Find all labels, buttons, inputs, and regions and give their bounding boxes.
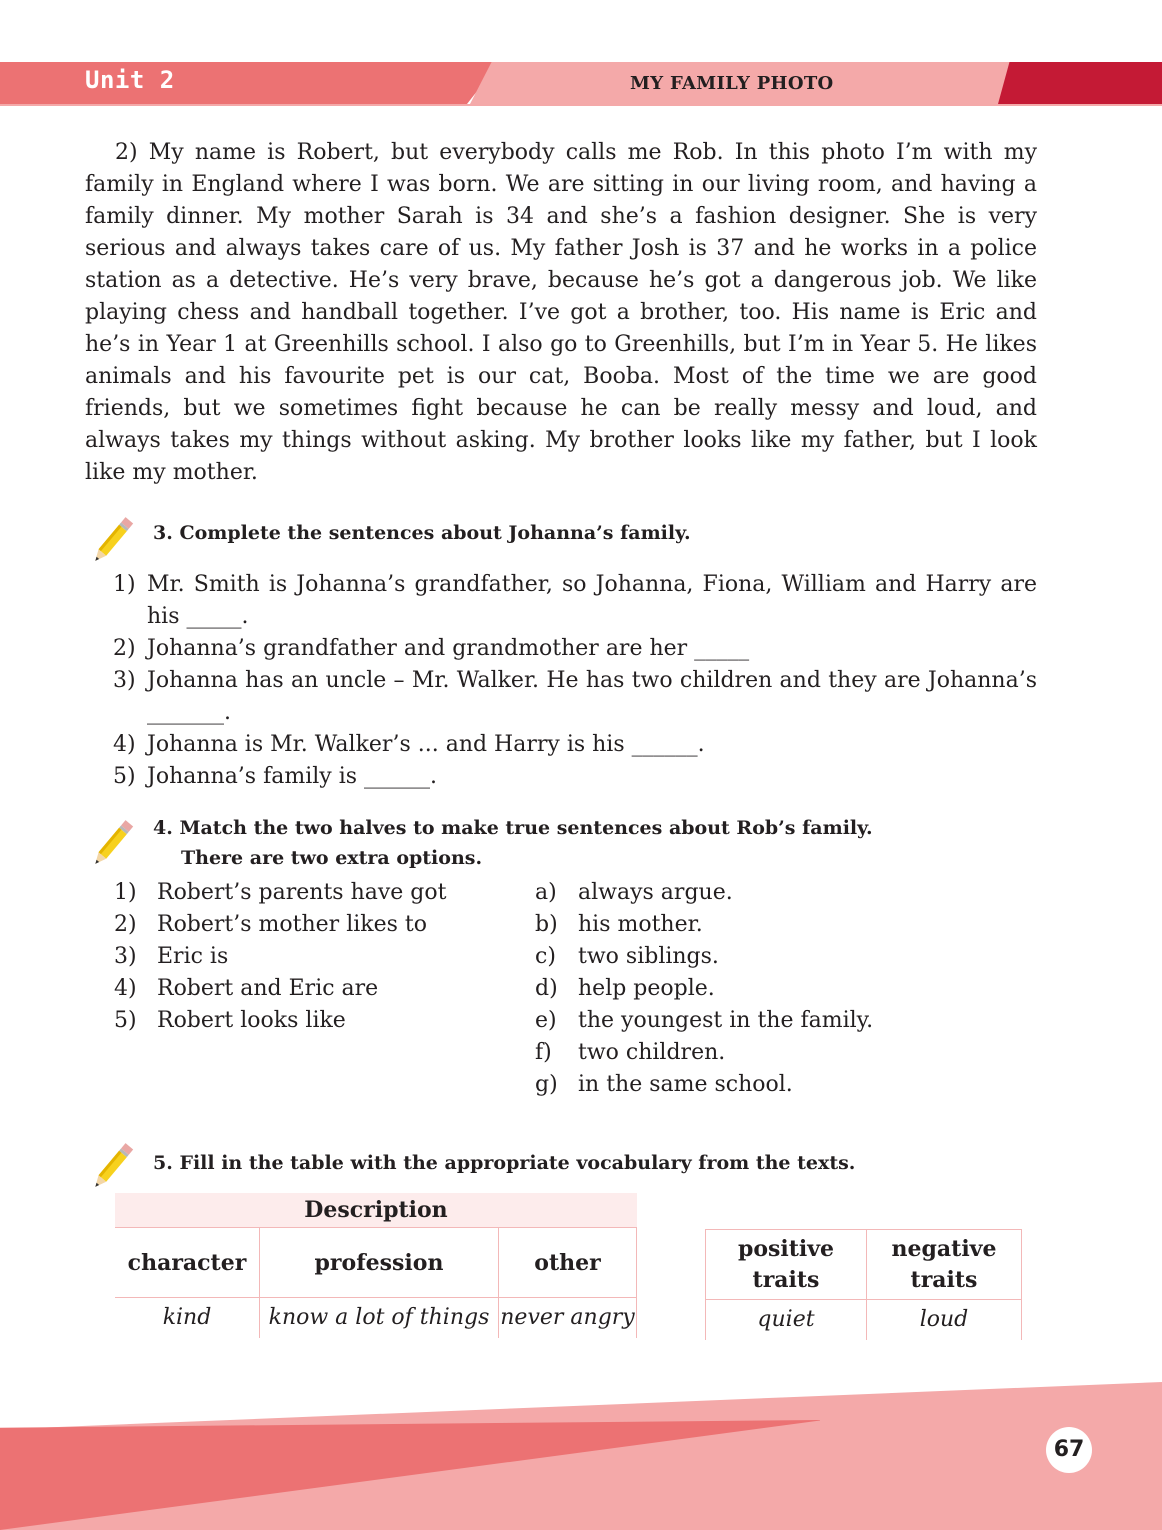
pencil-icon bbox=[86, 815, 138, 873]
table-row bbox=[706, 1300, 1022, 1340]
pencil-icon bbox=[86, 512, 138, 570]
example-cell: know a lot of things bbox=[260, 1298, 499, 1338]
item-letter: b) bbox=[535, 912, 558, 937]
item-text: his mother. bbox=[578, 912, 703, 937]
traits-table bbox=[705, 1229, 1022, 1340]
task3-list bbox=[85, 569, 1037, 793]
story-paragraph bbox=[85, 137, 1037, 489]
item-text: Johanna’s family is ______. bbox=[147, 764, 438, 789]
item-text: always argue. bbox=[578, 880, 733, 905]
task5-title: 5. Fill in the table with the appropriate vocabulary from the texts. bbox=[153, 1152, 856, 1174]
list-item bbox=[535, 1069, 1035, 1101]
description-table bbox=[115, 1227, 637, 1338]
header-band-right bbox=[998, 62, 1162, 104]
list-item bbox=[535, 877, 1035, 909]
item-letter: e) bbox=[535, 1008, 557, 1033]
description-caption: Description bbox=[304, 1197, 448, 1223]
item-text: Robert looks like bbox=[157, 1008, 346, 1033]
list-item bbox=[114, 909, 514, 941]
list-item bbox=[85, 633, 1037, 665]
list-item bbox=[114, 941, 514, 973]
task4-title: 4. Match the two halves to make true sentences about Rob’s family. bbox=[153, 817, 873, 839]
item-text: the youngest in the family. bbox=[578, 1008, 874, 1033]
item-text: Johanna is Mr. Walker’s ... and Harry is his ______. bbox=[147, 732, 705, 757]
list-item bbox=[114, 1005, 514, 1037]
item-number: 2) bbox=[114, 912, 137, 937]
list-item bbox=[85, 761, 1037, 793]
item-text: two children. bbox=[578, 1040, 726, 1065]
pencil-icon bbox=[86, 1138, 138, 1196]
list-item bbox=[114, 877, 514, 909]
list-item bbox=[535, 941, 1035, 973]
task4-subtitle: There are two extra options. bbox=[181, 847, 483, 869]
table-header-row bbox=[706, 1230, 1022, 1300]
list-item bbox=[535, 1037, 1035, 1069]
list-item bbox=[535, 909, 1035, 941]
task4-left-column bbox=[114, 877, 514, 1037]
item-text: help people. bbox=[578, 976, 715, 1001]
item-number: 1) bbox=[113, 572, 136, 597]
story-text: 2) My name is Robert, but everybody calls me Rob. In this photo I’m with my family in England where I was born. We are sitting in our living room, and having a family dinner. My mother Sarah is 34 and she’s a fashion designer. She is very serious and always takes care of us. My father Josh is 37 and he works in a police station as a detective. He’s very brave, because he’s got a dangerous job. We like playing chess and handball together. I’ve got a brother, too. His name is Eric and he’s in Year 1 at Greenhills school. I also go to Greenhills, but I’m in Year 5. He likes animals and his favourite pet is our cat, Booba. Most of the time we are good friends, but we sometimes fight because he can be really messy and loud, and always takes my things without asking. My brother looks like my father, but I look like my mother. bbox=[85, 140, 1037, 485]
example-cell: quiet bbox=[706, 1300, 867, 1340]
item-number: 4) bbox=[114, 976, 137, 1001]
list-item bbox=[85, 569, 1037, 633]
item-text: Robert and Eric are bbox=[157, 976, 379, 1001]
item-number: 1) bbox=[114, 880, 137, 905]
item-number: 4) bbox=[113, 732, 136, 757]
example-cell: never angry bbox=[499, 1298, 637, 1338]
example-cell: loud bbox=[867, 1300, 1022, 1340]
item-number: 5) bbox=[114, 1008, 137, 1033]
item-text: in the same school. bbox=[578, 1072, 793, 1097]
item-text: two siblings. bbox=[578, 944, 719, 969]
list-item bbox=[85, 665, 1037, 729]
item-text: Johanna’s grandfather and grandmother are her _____ bbox=[147, 636, 750, 661]
item-letter: f) bbox=[535, 1040, 552, 1065]
list-item bbox=[85, 729, 1037, 761]
header-band-left bbox=[0, 62, 500, 104]
item-letter: c) bbox=[535, 944, 556, 969]
example-cell: kind bbox=[115, 1298, 260, 1338]
item-text: Eric is bbox=[157, 944, 229, 969]
list-item bbox=[114, 973, 514, 1005]
item-number: 5) bbox=[113, 764, 136, 789]
table-row bbox=[115, 1298, 637, 1338]
table-header-row bbox=[115, 1228, 637, 1298]
header-cell: other bbox=[499, 1228, 637, 1298]
page-number: 67 bbox=[1046, 1427, 1092, 1473]
item-number: 2) bbox=[113, 636, 136, 661]
item-text: Robert’s mother likes to bbox=[157, 912, 427, 937]
item-text: Johanna has an uncle – Mr. Walker. He has two children and they are Johanna’s _______. bbox=[147, 668, 1037, 725]
item-letter: a) bbox=[535, 880, 557, 905]
header-cell: positive traits bbox=[706, 1230, 867, 1300]
header-underline bbox=[0, 104, 1162, 106]
item-text: Mr. Smith is Johanna’s grandfather, so Johanna, Fiona, William and Harry are his _____. bbox=[147, 572, 1037, 629]
header-cell: negative traits bbox=[867, 1230, 1022, 1300]
task3-title: 3. Complete the sentences about Johanna’s family. bbox=[153, 522, 691, 544]
unit-label: Unit 2 bbox=[85, 66, 175, 94]
item-letter: g) bbox=[535, 1072, 558, 1097]
item-letter: d) bbox=[535, 976, 558, 1001]
header-cell: profession bbox=[260, 1228, 499, 1298]
header-cell: character bbox=[115, 1228, 260, 1298]
list-item bbox=[535, 1005, 1035, 1037]
list-item bbox=[535, 973, 1035, 1005]
item-number: 3) bbox=[114, 944, 137, 969]
item-text: Robert’s parents have got bbox=[157, 880, 447, 905]
task4-right-column bbox=[535, 877, 1035, 1101]
page-title: MY FAMILY PHOTO bbox=[630, 73, 834, 94]
item-number: 3) bbox=[113, 668, 136, 693]
